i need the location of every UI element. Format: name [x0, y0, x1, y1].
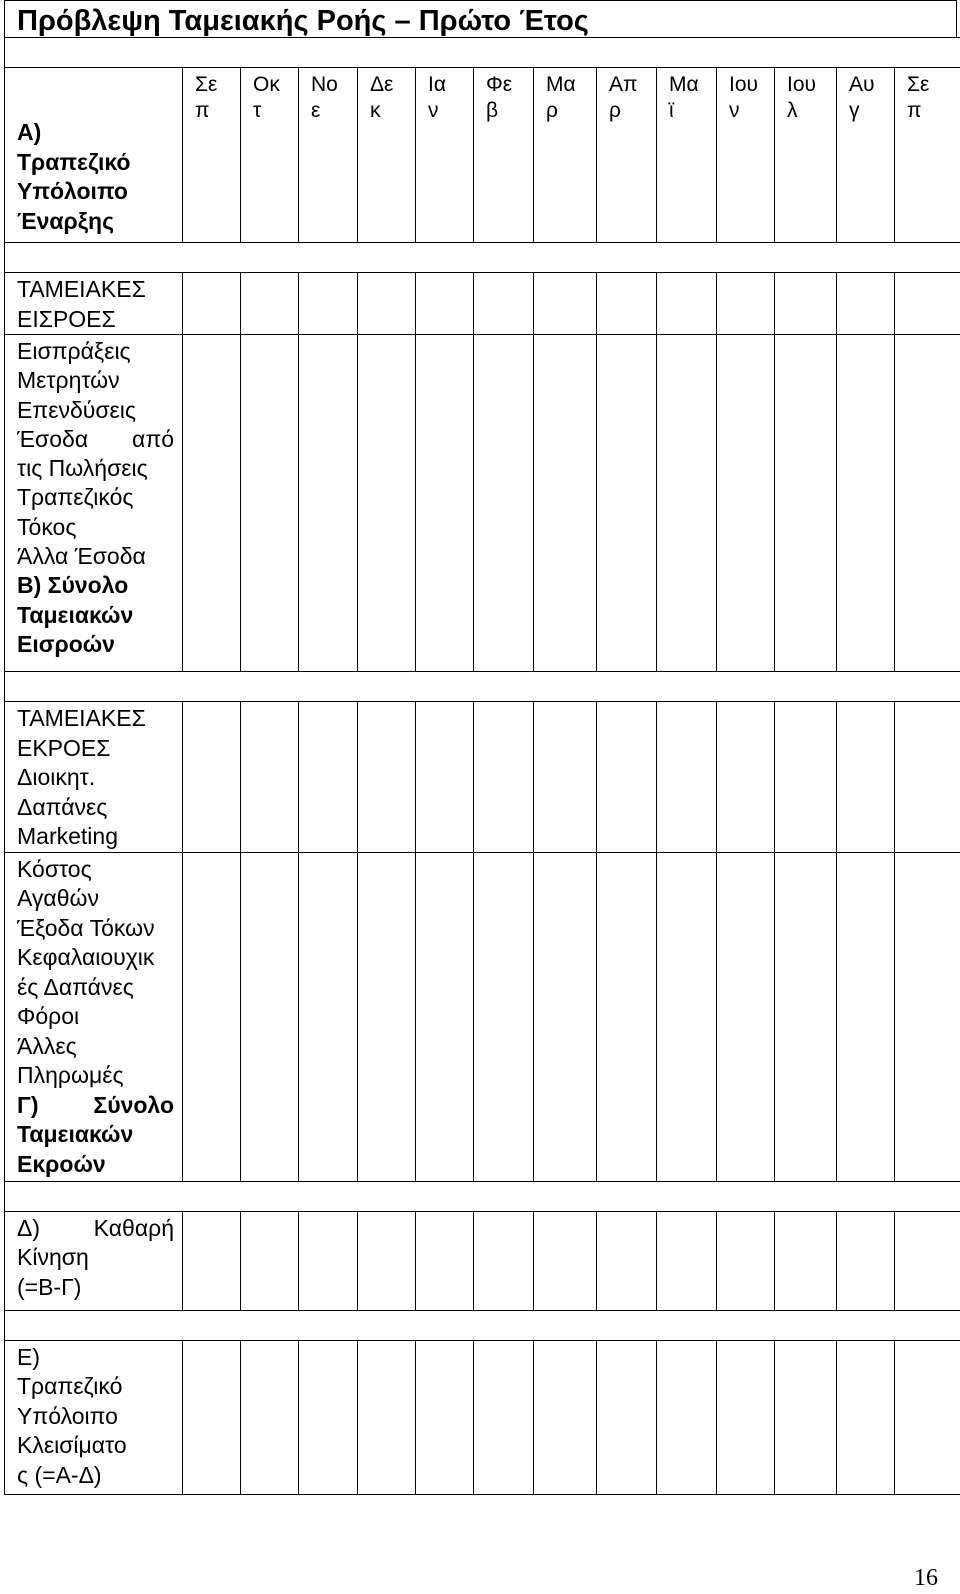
cell[interactable] — [241, 1211, 299, 1310]
cell[interactable] — [183, 273, 241, 335]
cell[interactable] — [299, 1340, 358, 1494]
cell[interactable] — [775, 1211, 837, 1310]
cell[interactable] — [416, 702, 474, 853]
cell[interactable] — [837, 335, 895, 672]
cell[interactable] — [241, 852, 299, 1181]
cell[interactable] — [416, 1340, 474, 1494]
closing-balance-label: Ε) Τραπεζικό Υπόλοιπο Κλεισίματο ς (=Α-Δ) — [5, 1340, 183, 1494]
cell[interactable] — [597, 335, 657, 672]
cell[interactable] — [837, 1340, 895, 1494]
cell[interactable] — [534, 852, 597, 1181]
month-header: Ιου λ — [775, 68, 837, 243]
cell[interactable] — [775, 335, 837, 672]
cell[interactable] — [474, 1340, 534, 1494]
spacer-row — [5, 243, 960, 273]
cell[interactable] — [358, 852, 416, 1181]
cell[interactable] — [717, 273, 775, 335]
closing-balance-row — [5, 1340, 960, 1494]
cell[interactable] — [895, 335, 960, 672]
outflows-header-row — [5, 702, 960, 853]
month-header: Ια ν — [416, 68, 474, 243]
cell[interactable] — [358, 1340, 416, 1494]
cell[interactable] — [474, 273, 534, 335]
inflows-header-row — [5, 273, 960, 335]
cell[interactable] — [241, 335, 299, 672]
cell[interactable] — [358, 335, 416, 672]
cell[interactable] — [597, 852, 657, 1181]
cell[interactable] — [534, 1211, 597, 1310]
cell[interactable] — [183, 1211, 241, 1310]
cell[interactable] — [416, 1211, 474, 1310]
cell[interactable] — [474, 852, 534, 1181]
cell[interactable] — [895, 1211, 960, 1310]
month-header: Φε β — [474, 68, 534, 243]
cell[interactable] — [657, 852, 717, 1181]
inflows-body-row — [5, 335, 960, 672]
month-header: Μα ρ — [534, 68, 597, 243]
opening-balance-row — [5, 68, 960, 243]
opening-balance-label: Α) Τραπεζικό Υπόλοιπο Έναρξης — [5, 68, 183, 243]
cell[interactable] — [358, 273, 416, 335]
cell[interactable] — [183, 1340, 241, 1494]
cell[interactable] — [597, 1340, 657, 1494]
cell[interactable] — [895, 852, 960, 1181]
month-header: Μα ϊ — [657, 68, 717, 243]
cell[interactable] — [657, 1340, 717, 1494]
cell[interactable] — [657, 273, 717, 335]
cell[interactable] — [534, 273, 597, 335]
cell[interactable] — [717, 1211, 775, 1310]
spacer-row — [5, 38, 960, 68]
spacer-row — [5, 1181, 960, 1211]
net-movement-row — [5, 1211, 960, 1310]
month-header: Οκ τ — [241, 68, 299, 243]
cell[interactable] — [358, 1211, 416, 1310]
title-row — [4, 0, 957, 37]
cell[interactable] — [597, 1211, 657, 1310]
month-header: Αυ γ — [837, 68, 895, 243]
cell[interactable] — [474, 335, 534, 672]
cell[interactable] — [775, 702, 837, 853]
spacer-row — [5, 1310, 960, 1340]
cell[interactable] — [183, 702, 241, 853]
cell[interactable] — [241, 702, 299, 853]
cell[interactable] — [474, 702, 534, 853]
cell[interactable] — [717, 335, 775, 672]
cell[interactable] — [534, 335, 597, 672]
month-header: Νο ε — [299, 68, 358, 243]
cell[interactable] — [299, 852, 358, 1181]
cell[interactable] — [416, 273, 474, 335]
outflows-body-row — [5, 852, 960, 1181]
inflows-items: Εισπράξεις Μετρητών Επενδύσεις Έσοδα από τις Πωλήσεις Τραπεζικός Τόκος Άλλα Έσοδα Β) Σύνολο Ταμειακών Εισροών — [5, 335, 183, 672]
outflows-header: ΤΑΜΕΙΑΚΕΣ ΕΚΡΟΕΣ Διοικητ. Δαπάνες Marketing — [5, 702, 183, 853]
cell[interactable] — [416, 335, 474, 672]
cell[interactable] — [837, 1211, 895, 1310]
cell[interactable] — [775, 273, 837, 335]
cell[interactable] — [416, 852, 474, 1181]
month-header: Σε π — [895, 68, 960, 243]
cell[interactable] — [657, 702, 717, 853]
net-movement-label: Δ) Καθαρή Κίνηση (=Β-Γ) — [5, 1211, 183, 1310]
month-header: Δε κ — [358, 68, 416, 243]
cell[interactable] — [597, 273, 657, 335]
cell[interactable] — [837, 273, 895, 335]
page-number: 16 — [914, 1565, 938, 1591]
cell[interactable] — [597, 702, 657, 853]
cell[interactable] — [534, 1340, 597, 1494]
cell[interactable] — [183, 852, 241, 1181]
inflows-header: ΤΑΜΕΙΑΚΕΣ ΕΙΣΡΟΕΣ — [5, 273, 183, 335]
cell[interactable] — [895, 702, 960, 853]
month-header: Σε π — [183, 68, 241, 243]
spacer-row — [5, 672, 960, 702]
cell[interactable] — [183, 335, 241, 672]
month-header: Ιου ν — [717, 68, 775, 243]
cell[interactable] — [895, 273, 960, 335]
cell[interactable] — [657, 1211, 717, 1310]
cell[interactable] — [358, 702, 416, 853]
cell[interactable] — [717, 852, 775, 1181]
cell[interactable] — [299, 335, 358, 672]
cell[interactable] — [775, 1340, 837, 1494]
cell[interactable] — [474, 1211, 534, 1310]
cell[interactable] — [895, 1340, 960, 1494]
cell[interactable] — [299, 1211, 358, 1310]
cell[interactable] — [241, 273, 299, 335]
month-header: Απ ρ — [597, 68, 657, 243]
cash-flow-table — [4, 37, 960, 1495]
cell[interactable] — [241, 1340, 299, 1494]
cell[interactable] — [775, 852, 837, 1181]
cell[interactable] — [717, 702, 775, 853]
cell[interactable] — [717, 1340, 775, 1494]
cell[interactable] — [837, 852, 895, 1181]
page-title: Πρόβλεψη Ταμειακής Ροής – Πρώτο Έτος — [17, 5, 589, 37]
cell[interactable] — [657, 335, 717, 672]
outflows-items: Κόστος Αγαθών Έξοδα Τόκων Κεφαλαιουχικ ές Δαπάνες Φόροι Άλλες Πληρωμές Γ) Σύνολο Ταμειακών Εκροών — [5, 852, 183, 1181]
cell[interactable] — [837, 702, 895, 853]
cell[interactable] — [299, 702, 358, 853]
cell[interactable] — [299, 273, 358, 335]
cell[interactable] — [534, 702, 597, 853]
